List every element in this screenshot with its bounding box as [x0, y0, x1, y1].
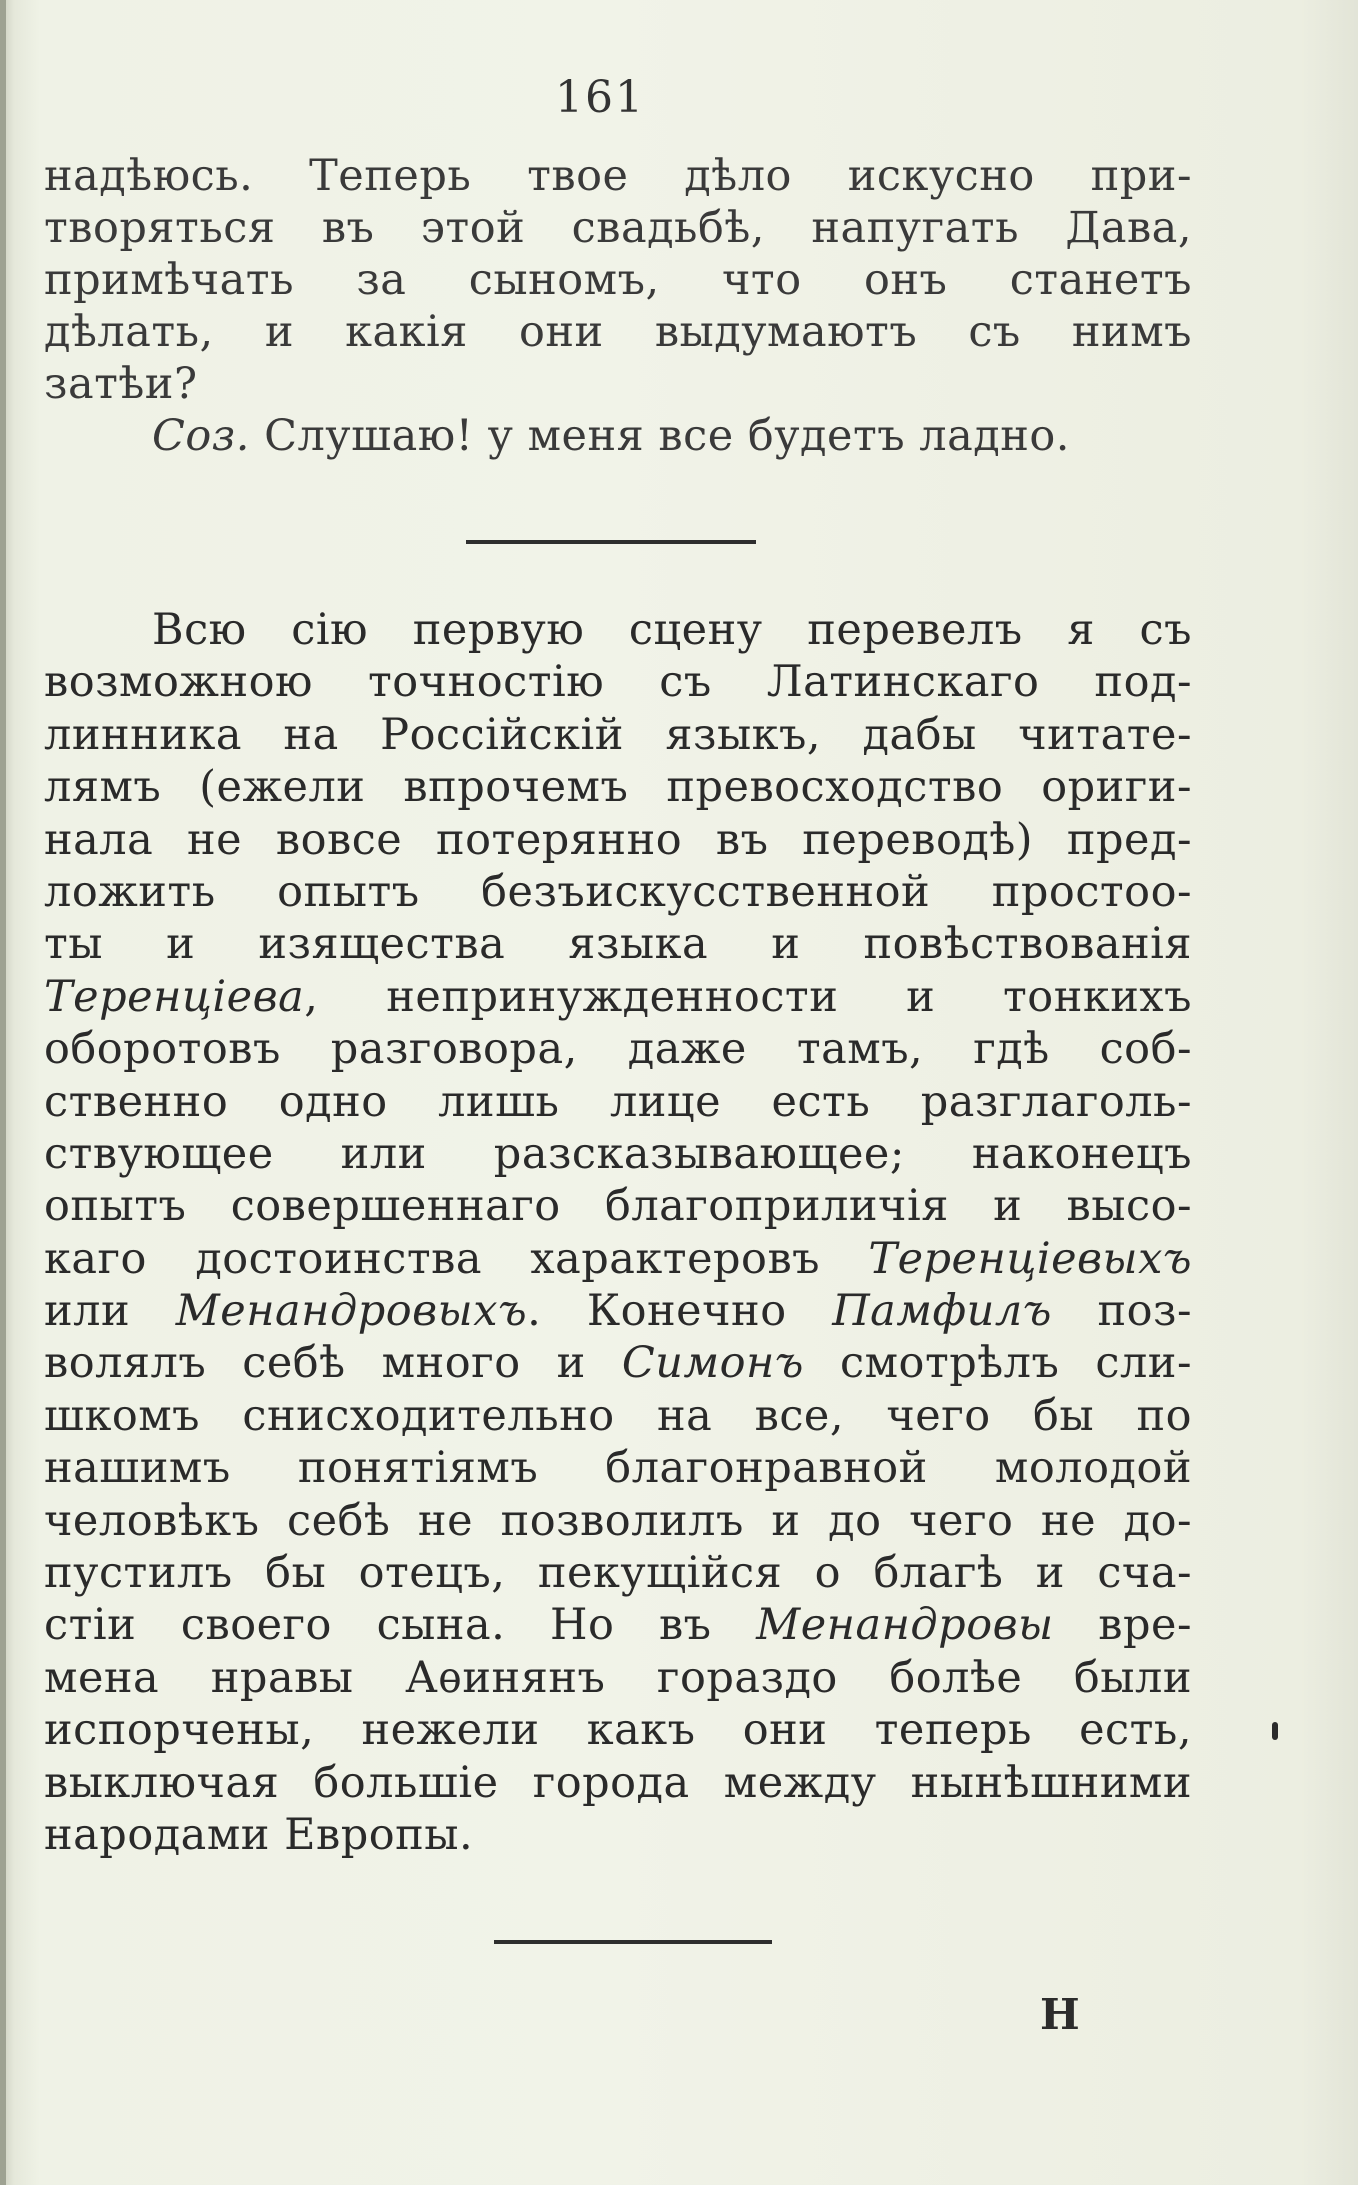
speaker-name: Соз. — [152, 411, 250, 461]
italic-name: Симонъ — [621, 1338, 804, 1389]
reply-text: Слушаю! у меня все будетъ ладно. — [264, 411, 1070, 461]
text-line: человѣкъ себѣ не позволилъ и до чего не до- — [44, 1495, 1192, 1546]
dialogue-ending — [44, 150, 1192, 462]
section-divider — [466, 540, 756, 544]
text-line: ственно одно лишь лице есть разглаголь- — [44, 1076, 1192, 1127]
catchword: Н — [1040, 1990, 1080, 2039]
text-line: нала не вовсе потерянно въ переводѣ) пред- — [44, 814, 1192, 865]
text-line: Всю сію первую сцену перевелъ я съ — [152, 605, 1192, 655]
italic-name: Менандровы — [756, 1600, 1054, 1651]
text-line: пустилъ бы отецъ, пекущійся о благѣ и сча- — [44, 1548, 1192, 1599]
text-line: ты и изящества языка и повѣствованія — [44, 919, 1192, 970]
text-line: оборотовъ разговора, даже тамъ, гдѣ соб- — [44, 1024, 1192, 1075]
text-line: нашимъ понятіямъ благонравной молодой — [44, 1443, 1192, 1494]
text-line: выключая большіе города между нынѣшними — [44, 1757, 1192, 1808]
commentary-paragraph — [44, 604, 1192, 1861]
text-line: возможною точностію съ Латинскаго под- — [44, 657, 1192, 708]
page-number: 161 — [555, 72, 645, 123]
text-line: мена нравы Аѳинянъ гораздо болѣе были — [44, 1652, 1192, 1703]
section-divider — [494, 1940, 772, 1944]
text-line: надѣюсь. Теперь твое дѣло искусно при- — [44, 151, 1192, 201]
italic-name: Памфилъ — [832, 1286, 1052, 1337]
page-spine-edge — [0, 0, 6, 2185]
text-line: шкомъ снисходительно на все, чего бы по — [44, 1390, 1192, 1441]
text-line: лямъ (ежели впрочемъ превосходство ориги- — [44, 762, 1192, 813]
text-line: или Менандровыхъ. Конечно Памфилъ поз- — [44, 1286, 1192, 1337]
text-line: линника на Россійскій языкъ, дабы читате- — [44, 709, 1192, 760]
text-line: ствующее или разсказывающее; наконецъ — [44, 1128, 1192, 1179]
ink-mark — [1272, 1722, 1278, 1740]
text-line: ложить опытъ безъискусственной простоо- — [44, 866, 1192, 917]
text-line: затѣи? — [44, 359, 198, 409]
text-line: Теренціева, непринужденности и тонкихъ — [44, 971, 1192, 1022]
text-line: каго достоинства характеровъ Теренціевыхъ — [44, 1233, 1192, 1284]
text-line: волялъ себѣ много и Симонъ смотрѣлъ сли- — [44, 1338, 1192, 1389]
text-line: опытъ совершеннаго благоприличія и высо- — [44, 1181, 1192, 1232]
italic-name: Менандровыхъ — [175, 1286, 528, 1337]
italic-name: Теренціевыхъ — [868, 1233, 1192, 1284]
speaker-reply — [44, 410, 1192, 462]
text-line: народами Европы. — [44, 1809, 474, 1860]
text-line: стіи своего сына. Но въ Менандровы вре- — [44, 1600, 1192, 1651]
text-line: творяться въ этой свадьбѣ, напугать Дава, — [44, 203, 1192, 253]
italic-name: Теренціева — [44, 971, 305, 1022]
text-line: испорчены, нежели какъ они теперь есть, — [44, 1705, 1192, 1756]
text-line: дѣлать, и какія они выдумаютъ съ нимъ — [44, 307, 1192, 357]
text-line: примѣчать за сыномъ, что онъ станетъ — [44, 255, 1192, 305]
